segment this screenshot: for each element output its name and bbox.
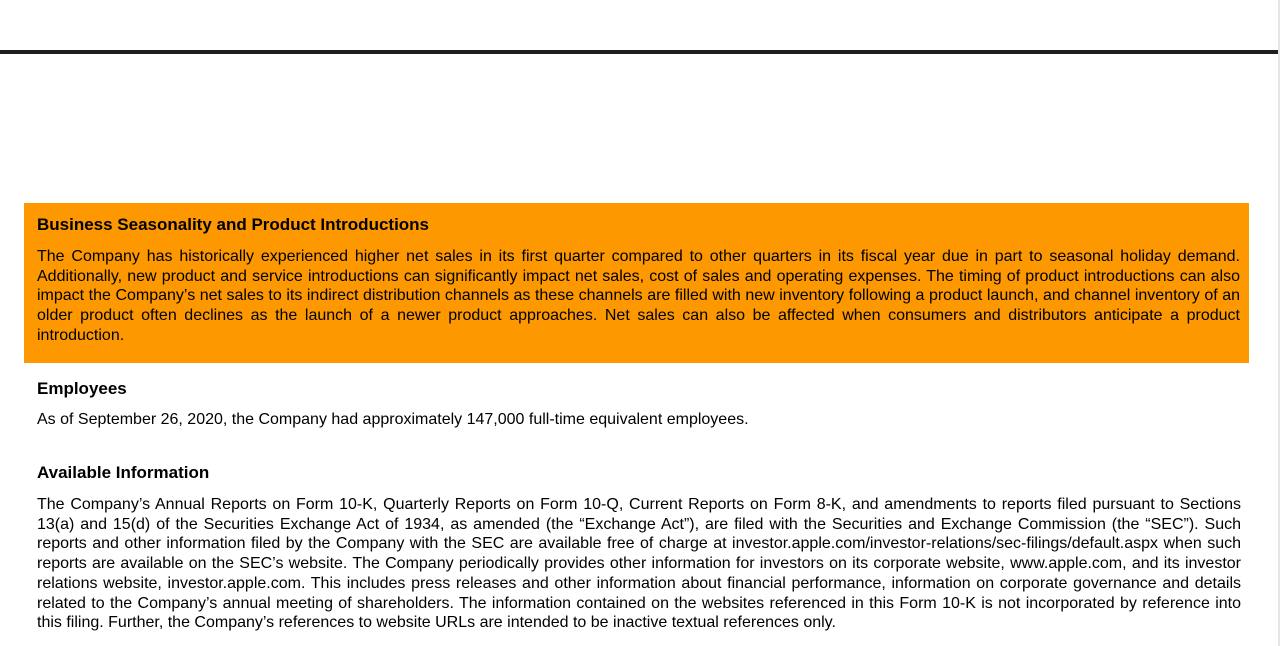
page-header-rule (0, 50, 1280, 54)
seasonality-paragraph: The Company has historically experienced higher net sales in its first quarter compared to other quarters in its fiscal year due in part to seasonal holiday demand. Additionally, new product and service introductions can significantly impact net sales, cost of sales and operating expenses. The timing of product introductions can also impact the Company’s net sales to its indirect distribution channels as these channels are filled with new inventory following a product launch, and channel inventory of an older product often declines as the launch of a newer product approaches. Net sales can also be affected when consumers and distributors anticipate a product introduction. (37, 248, 1240, 344)
employees-paragraph: As of September 26, 2020, the Company had approximately 147,000 full-time equivalent employees. (37, 411, 749, 428)
available-information-section (37, 463, 1241, 633)
seasonality-highlight-box (24, 203, 1249, 363)
seasonality-heading: Business Seasonality and Product Introductions (37, 215, 430, 234)
employees-section (37, 379, 1241, 430)
available-information-paragraph: The Company’s Annual Reports on Form 10-K, Quarterly Reports on Form 10-Q, Current Reports on Form 8-K, and amendments to reports filed pursuant to Sections 13(a) and 15(d) of the Securities Exchange Act of 1934, as amended (the “Exchange Act”), are filed with the Securities and Exchange Commission (the “SEC”). Such reports and other information filed by the Company with the SEC are available free of charge at investor.apple.com/investor-relations/sec-filings/default.aspx when such reports are available on the SEC’s website. The Company periodically provides other information for investors on its corporate website, www.apple.com, and its investor relations website, investor.apple.com. This includes press releases and other information about financial performance, information on corporate governance and details related to the Company’s annual meeting of shareholders. The information contained on the websites referenced in this Form 10-K is not incorporated by reference into this filing. Further, the Company’s references to website URLs are intended to be inactive textual references only. (37, 496, 1241, 632)
available-information-heading: Available Information (37, 463, 210, 482)
employees-heading: Employees (37, 379, 127, 398)
